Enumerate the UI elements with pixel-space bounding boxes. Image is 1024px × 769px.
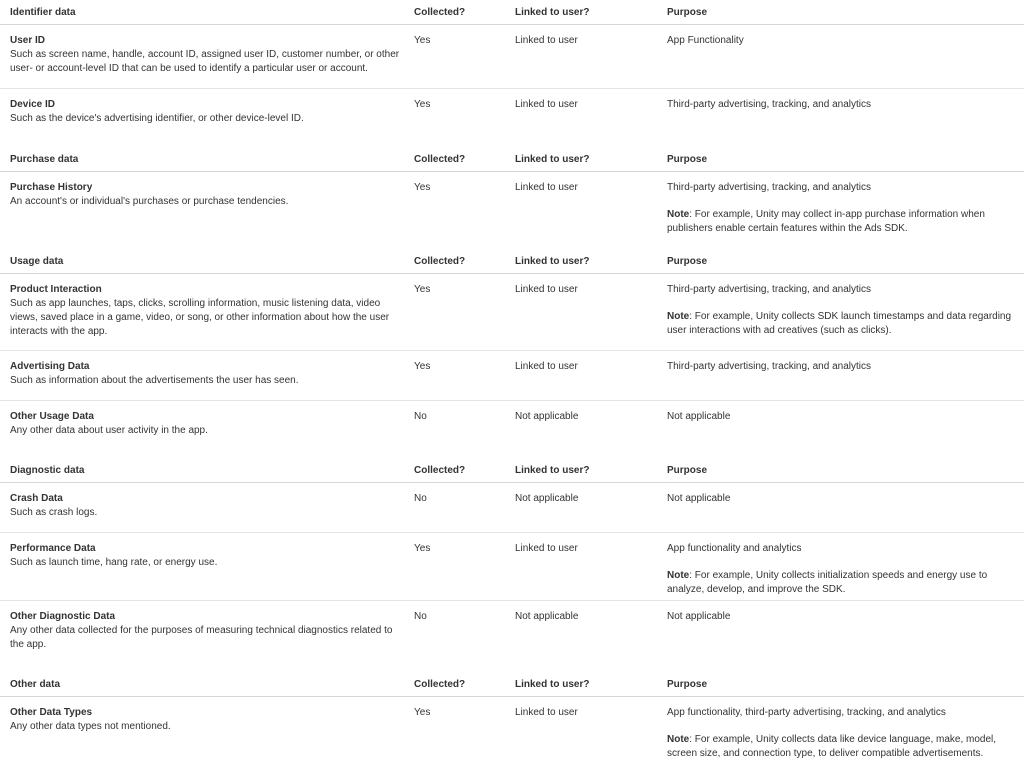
data-type-cell xyxy=(10,492,405,520)
table-row xyxy=(0,601,1024,673)
data-type-cell xyxy=(10,410,405,438)
note-label: Note xyxy=(667,209,690,220)
data-type-name: Device ID xyxy=(10,99,56,110)
data-type-name: Other Diagnostic Data xyxy=(10,611,116,622)
header-purpose: Purpose xyxy=(667,7,708,18)
data-type-name: Other Data Types xyxy=(10,707,93,718)
data-type-name: User ID xyxy=(10,35,46,46)
section-header xyxy=(0,672,1024,697)
note-text: : For example, Unity may collect in-app purchase information when publishers enable certain features within the Ads SDK. xyxy=(667,209,985,234)
purpose-cell xyxy=(667,410,1012,424)
data-type-cell xyxy=(10,34,405,76)
data-type-cell xyxy=(10,542,405,570)
purpose-cell xyxy=(667,492,1012,506)
data-type-description: Such as the device's advertising identifier, or other device-level ID. xyxy=(10,113,304,124)
table-row xyxy=(0,401,1024,459)
collected-value: No xyxy=(414,611,427,622)
header-collected: Collected? xyxy=(414,679,466,690)
purpose-note xyxy=(667,310,1012,338)
purpose-cell xyxy=(667,542,1012,597)
header-linked: Linked to user? xyxy=(515,154,590,165)
header-linked: Linked to user? xyxy=(515,679,590,690)
table-row xyxy=(0,533,1024,601)
linked-value: Linked to user xyxy=(515,35,578,46)
section-identifier-data xyxy=(0,0,1024,149)
data-type-name: Purchase History xyxy=(10,182,93,193)
linked-value: Linked to user xyxy=(515,284,578,295)
collected-value: Yes xyxy=(414,182,431,193)
section-title: Diagnostic data xyxy=(10,465,85,476)
purpose-cell xyxy=(667,610,1012,624)
purpose-value: App Functionality xyxy=(667,35,744,46)
collected-value: Yes xyxy=(414,543,431,554)
data-type-description: Such as crash logs. xyxy=(10,507,98,518)
data-type-name: Product Interaction xyxy=(10,284,102,295)
purpose-cell xyxy=(667,181,1012,236)
section-title: Usage data xyxy=(10,256,64,267)
collected-value: Yes xyxy=(414,284,431,295)
header-purpose: Purpose xyxy=(667,679,708,690)
data-type-description: Such as screen name, handle, account ID, assigned user ID, customer number, or other user- or account-level ID that can be used to identify a particular user or account. xyxy=(10,49,400,74)
table-row xyxy=(0,351,1024,401)
section-usage-data xyxy=(0,249,1024,459)
purpose-value: App functionality and analytics xyxy=(667,543,802,554)
header-collected: Collected? xyxy=(414,256,466,267)
purpose-note xyxy=(667,569,1012,597)
data-type-name: Advertising Data xyxy=(10,361,90,372)
linked-value: Not applicable xyxy=(515,611,579,622)
linked-value: Linked to user xyxy=(515,543,578,554)
purpose-value: Not applicable xyxy=(667,493,731,504)
purpose-cell xyxy=(667,34,1012,48)
header-purpose: Purpose xyxy=(667,256,708,267)
table-row xyxy=(0,697,1024,769)
header-collected: Collected? xyxy=(414,465,466,476)
data-type-name: Performance Data xyxy=(10,543,96,554)
header-linked: Linked to user? xyxy=(515,7,590,18)
collected-value: No xyxy=(414,493,427,504)
data-type-name: Crash Data xyxy=(10,493,63,504)
purpose-value: Not applicable xyxy=(667,411,731,422)
section-purchase-data xyxy=(0,147,1024,248)
purpose-value: Third-party advertising, tracking, and analytics xyxy=(667,361,871,372)
linked-value: Not applicable xyxy=(515,493,579,504)
purpose-cell xyxy=(667,706,1012,761)
note-label: Note xyxy=(667,734,690,745)
note-text: : For example, Unity collects initialization speeds and energy use to analyze, develop, and improve the SDK. xyxy=(667,570,988,595)
table-row xyxy=(0,25,1024,89)
section-other-data xyxy=(0,672,1024,769)
header-linked: Linked to user? xyxy=(515,256,590,267)
section-diagnostic-data xyxy=(0,458,1024,673)
data-type-description: Any other data collected for the purposes of measuring technical diagnostics related to the app. xyxy=(10,625,393,650)
linked-value: Linked to user xyxy=(515,707,578,718)
note-text: : For example, Unity collects data like device language, make, model, screen size, and connection type, to deliver compatible advertisements. xyxy=(667,734,997,759)
data-type-description: Any other data about user activity in the app. xyxy=(10,425,208,436)
data-type-description: Such as information about the advertisements the user has seen. xyxy=(10,375,299,386)
table-row xyxy=(0,274,1024,351)
data-type-description: An account's or individual's purchases or purchase tendencies. xyxy=(10,196,289,207)
header-collected: Collected? xyxy=(414,7,466,18)
header-collected: Collected? xyxy=(414,154,466,165)
linked-value: Linked to user xyxy=(515,99,578,110)
data-type-cell xyxy=(10,706,405,734)
data-type-description: Such as launch time, hang rate, or energy use. xyxy=(10,557,218,568)
collected-value: Yes xyxy=(414,707,431,718)
header-purpose: Purpose xyxy=(667,465,708,476)
header-linked: Linked to user? xyxy=(515,465,590,476)
collected-value: Yes xyxy=(414,99,431,110)
data-type-description: Any other data types not mentioned. xyxy=(10,721,171,732)
collected-value: No xyxy=(414,411,427,422)
table-row xyxy=(0,483,1024,533)
purpose-value: App functionality, third-party advertising, tracking, and analytics xyxy=(667,707,946,718)
purpose-value: Not applicable xyxy=(667,611,731,622)
linked-value: Linked to user xyxy=(515,182,578,193)
data-type-cell xyxy=(10,610,405,652)
data-type-cell xyxy=(10,283,405,339)
purpose-cell xyxy=(667,98,1012,112)
purpose-note xyxy=(667,208,1012,236)
data-type-cell xyxy=(10,98,405,126)
data-type-cell xyxy=(10,360,405,388)
collected-value: Yes xyxy=(414,361,431,372)
linked-value: Not applicable xyxy=(515,411,579,422)
header-purpose: Purpose xyxy=(667,154,708,165)
data-type-description: Such as app launches, taps, clicks, scrolling information, music listening data, video views, saved place in a game, video, or song, or other information about how the user interacts with the app. xyxy=(10,298,390,337)
purpose-value: Third-party advertising, tracking, and analytics xyxy=(667,182,871,193)
section-header xyxy=(0,458,1024,483)
purpose-cell xyxy=(667,283,1012,338)
section-header xyxy=(0,0,1024,25)
note-label: Note xyxy=(667,570,690,581)
section-header xyxy=(0,249,1024,274)
section-title: Identifier data xyxy=(10,7,76,18)
linked-value: Linked to user xyxy=(515,361,578,372)
purpose-value: Third-party advertising, tracking, and analytics xyxy=(667,284,871,295)
table-row xyxy=(0,172,1024,248)
collected-value: Yes xyxy=(414,35,431,46)
purpose-value: Third-party advertising, tracking, and analytics xyxy=(667,99,871,110)
note-label: Note xyxy=(667,311,690,322)
note-text: : For example, Unity collects SDK launch timestamps and data regarding user interactions with ad creatives (such as clicks). xyxy=(667,311,1012,336)
table-row xyxy=(0,89,1024,149)
purpose-note xyxy=(667,733,1012,761)
purpose-cell xyxy=(667,360,1012,374)
data-type-name: Other Usage Data xyxy=(10,411,94,422)
data-type-cell xyxy=(10,181,405,209)
section-header xyxy=(0,147,1024,172)
section-title: Other data xyxy=(10,679,61,690)
section-title: Purchase data xyxy=(10,154,79,165)
